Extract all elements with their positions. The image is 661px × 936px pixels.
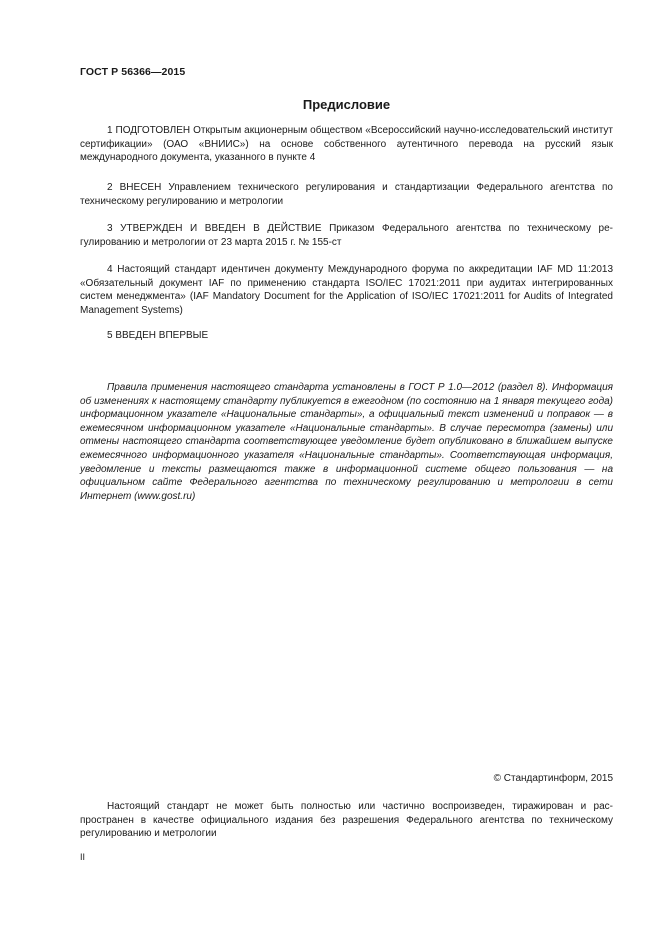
- section-4-text: Настоящий стандарт идентичен документу Международного форума по аккредитации IAF MD 11:2013 «Обязательный документ IAF по применению стандарта ISO/IEC 17021:2011 при аудитах интегрированных систем менеджмента» (IAF Mandatory Document for the Application of ISO/IEC 17021:2011 for Audits of Integrated Management Systems): [80, 264, 613, 316]
- document-designation: ГОСТ Р 56366—2015: [80, 66, 186, 78]
- section-3-paragraph: [80, 222, 613, 249]
- application-rules-notice: Правила применения настоящего стандарта установлены в ГОСТ Р 1.0—2012 (раздел 8). Информация об изменениях к настоящему стандарту публикуется в ежегодном (по состоянию на 1 января текущего года) информационном указателе «Национальные стандарты», а официальный текст изменений и поправок — в ежемесячном информационном указателе «Национальные стандарты». В случае пересмотра (замены) или отмены настоящего стандарта соответствующее уведомление будет опубликовано в ближайшем выпуске ежемесячного информационного указателя «Национальные стандарты». Соответствующая информация, уведомление и тексты размещаются также в информационной системе общего пользования — на официальном сайте Федерального агентства по техническому регулированию и метрологии в сети Интернет (www.gost.ru): [80, 382, 613, 502]
- page-title: Предисловие: [302, 97, 391, 112]
- section-1-text: Открытым акционерным обществом «Всероссийский научно-исследовательский институт сертификации» (ОАО «ВНИИС») на основе собственного аутентичного перевода на русский язык международного документа, указанного в пункте 4: [80, 125, 613, 164]
- section-2-text: Управлением технического регулирования и стандартизации Федерального агентства по техническому регулированию и метрологии: [80, 182, 613, 207]
- copyright-line: © Стандартинформ, 2015: [493, 773, 613, 784]
- reproduction-notice: Настоящий стандарт не может быть полностью или частично воспроизведен, тиражирован и распространен в качестве официального издания без разрешения Федерального агентства по техническому регулированию и метрологии: [80, 801, 613, 840]
- section-5-lead: 5 ВВЕДЕН ВПЕРВЫЕ: [107, 330, 209, 341]
- section-2-lead: 2 ВНЕСЕН: [107, 182, 162, 193]
- section-4-paragraph: [80, 263, 613, 317]
- section-4-lead: 4: [107, 264, 113, 275]
- section-3-text: Приказом Федерального агентства по техническому регулированию и метрологии от 23 марта 2015 г. № 155-ст: [80, 223, 614, 248]
- section-1-paragraph: [80, 124, 613, 165]
- section-2-paragraph: [80, 181, 613, 208]
- section-1-lead: 1 ПОДГОТОВЛЕН: [107, 125, 191, 136]
- section-3-lead: 3 УТВЕРЖДЕН И ВВЕДЕН В ДЕЙСТВИЕ: [107, 223, 322, 234]
- section-5-paragraph: [80, 329, 613, 343]
- page-number: II: [80, 852, 86, 862]
